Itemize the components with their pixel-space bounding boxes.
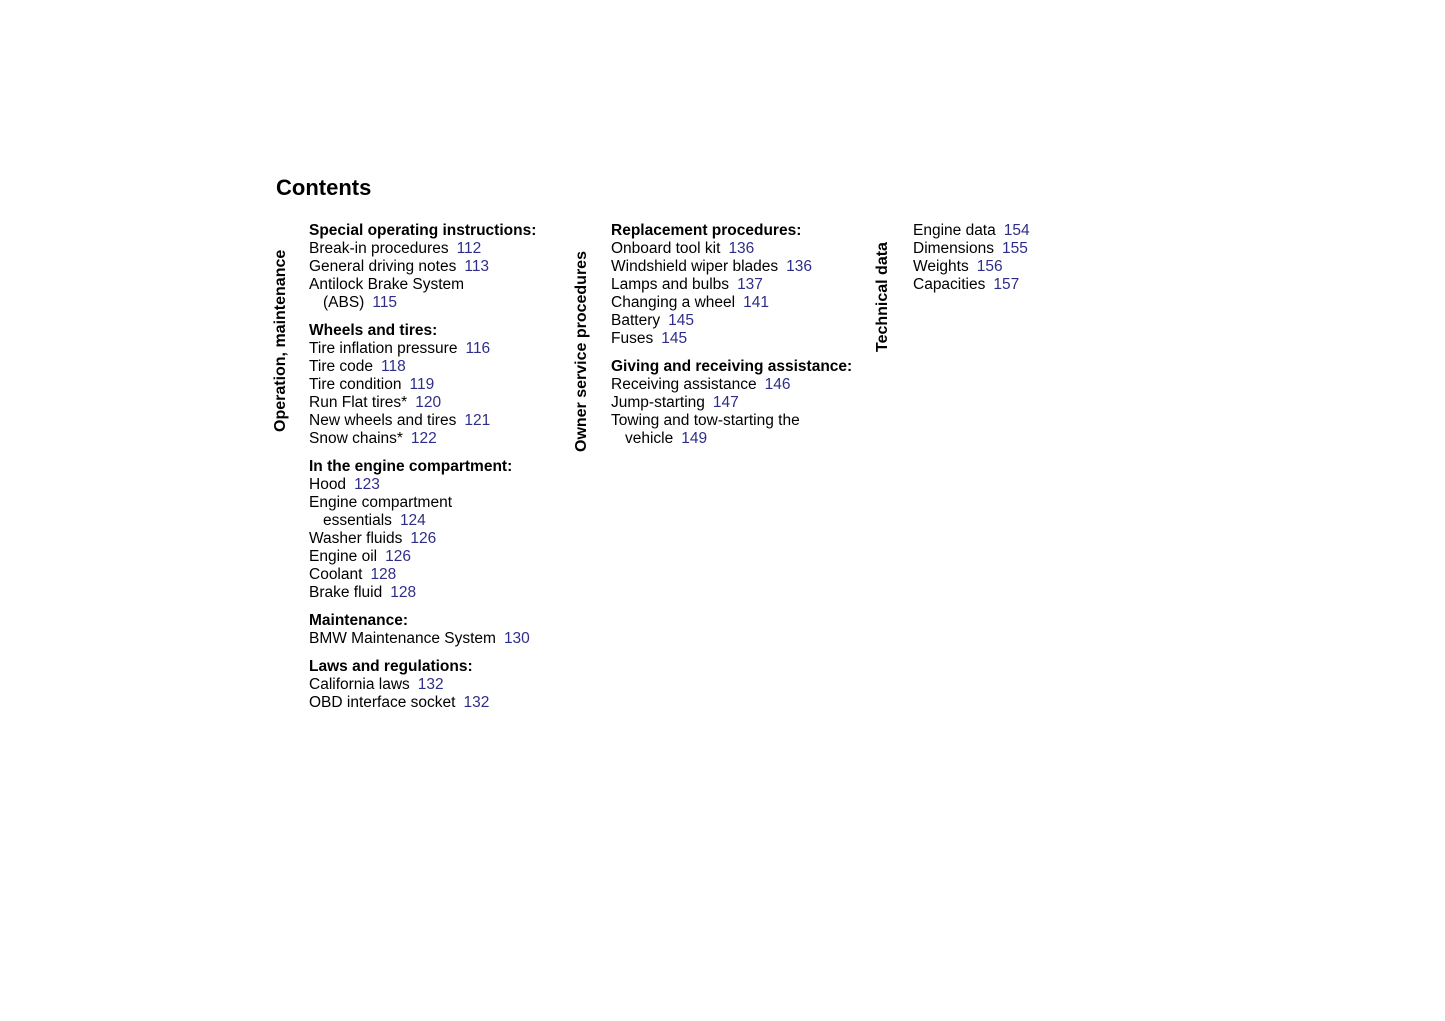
toc-entry-lamps-and-bulbs[interactable] xyxy=(611,276,852,294)
toc-entry-california-laws[interactable] xyxy=(309,676,536,694)
entry-title: Snow chains* xyxy=(309,430,403,447)
page-number-link[interactable]: 147 xyxy=(712,394,739,411)
page-number-link[interactable]: 126 xyxy=(385,548,411,565)
page-number-link[interactable]: 128 xyxy=(390,584,417,601)
toc-entry-fuses[interactable] xyxy=(611,330,852,348)
toc-entry-washer-fluids[interactable] xyxy=(309,530,536,548)
entry-title-continuation xyxy=(309,294,536,312)
entry-title: Engine data xyxy=(913,222,996,239)
entry-title: New wheels and tires xyxy=(309,412,457,429)
page-number-link[interactable]: 145 xyxy=(668,312,694,329)
toc-entry-receiving-assistance[interactable] xyxy=(611,376,852,394)
entry-title: California laws xyxy=(309,676,410,693)
toc-entry-weights[interactable] xyxy=(913,258,1030,276)
side-label-operation-maintenance: Operation, maintenance xyxy=(272,249,289,432)
toc-entry-windshield-wiper-blades[interactable] xyxy=(611,258,852,276)
side-label-owner-service-procedures: Owner service procedures xyxy=(573,251,590,452)
entry-title: Tire inflation pressure xyxy=(309,340,458,357)
section-heading: Replacement procedures: xyxy=(611,222,802,239)
section-heading: Maintenance: xyxy=(309,612,409,629)
page-number-link[interactable]: 155 xyxy=(1001,240,1028,257)
entry-title-continuation xyxy=(611,430,852,448)
entry-title: Antilock Brake System xyxy=(309,276,465,293)
entry-title: Changing a wheel xyxy=(611,294,736,311)
toc-entry-hood[interactable] xyxy=(309,476,536,494)
toc-entry-tire-inflation-pressure[interactable] xyxy=(309,340,536,358)
page-number-link[interactable]: 115 xyxy=(372,294,398,311)
toc-section xyxy=(611,358,852,448)
toc-entry-engine-data[interactable] xyxy=(913,222,1030,240)
entry-title-continuation-text: vehicle xyxy=(625,430,674,447)
toc-section xyxy=(309,222,536,312)
entry-title-continuation-text: essentials xyxy=(323,512,392,529)
page-number-link[interactable]: 116 xyxy=(465,340,491,357)
entry-title: Break-in procedures xyxy=(309,240,449,257)
page-number-link[interactable]: 112 xyxy=(456,240,482,257)
section-heading: Giving and receiving assistance: xyxy=(611,358,853,375)
entry-title: General driving notes xyxy=(309,258,457,275)
toc-entry-general-driving-notes[interactable] xyxy=(309,258,536,276)
toc-column-technical-data xyxy=(913,222,1030,304)
page-number-link[interactable]: 149 xyxy=(681,430,708,447)
toc-section xyxy=(309,658,536,712)
toc-section xyxy=(309,458,536,602)
page-number-link[interactable]: 136 xyxy=(728,240,755,257)
toc-entry-tire-code[interactable] xyxy=(309,358,536,376)
page-number-link[interactable]: 122 xyxy=(410,430,437,447)
toc-entry-break-in-procedures[interactable] xyxy=(309,240,536,258)
entry-title: Tire code xyxy=(309,358,374,375)
entry-title: Hood xyxy=(309,476,347,493)
entry-title: Windshield wiper blades xyxy=(611,258,779,275)
entry-title: Tire condition xyxy=(309,376,402,393)
section-heading: In the engine compartment: xyxy=(309,458,513,475)
section-heading: Wheels and tires: xyxy=(309,322,438,339)
toc-entry-engine-compartment-essentials[interactable] xyxy=(309,494,536,530)
toc-entry-dimensions[interactable] xyxy=(913,240,1030,258)
page-number-link[interactable]: 120 xyxy=(415,394,442,411)
entry-title: Engine oil xyxy=(309,548,378,565)
entry-title: Engine compartment xyxy=(309,494,453,511)
entry-title-continuation xyxy=(309,512,536,530)
section-heading: Special operating instructions: xyxy=(309,222,537,239)
toc-entry-jump-starting[interactable] xyxy=(611,394,852,412)
entry-title: Dimensions xyxy=(913,240,994,257)
toc-entry-battery[interactable] xyxy=(611,312,852,330)
entry-title: BMW Maintenance System xyxy=(309,630,496,647)
page-number-link[interactable]: 118 xyxy=(381,358,406,375)
page-number-link[interactable]: 130 xyxy=(503,630,530,647)
page-number-link[interactable]: 137 xyxy=(737,276,763,293)
page-number-link[interactable]: 119 xyxy=(409,376,435,393)
page-number-link[interactable]: 123 xyxy=(354,476,380,493)
page-number-link[interactable]: 121 xyxy=(464,412,491,429)
page-number-link[interactable]: 156 xyxy=(976,258,1003,275)
toc-entry-antilock-brake-system-abs[interactable] xyxy=(309,276,536,312)
page-number-link[interactable]: 145 xyxy=(661,330,688,347)
toc-column-operation-maintenance xyxy=(309,222,536,722)
toc-entry-new-wheels-and-tires[interactable] xyxy=(309,412,536,430)
toc-section xyxy=(309,322,536,448)
toc-entry-obd-interface-socket[interactable] xyxy=(309,694,536,712)
toc-entry-run-flat-tires[interactable] xyxy=(309,394,536,412)
page-number-link[interactable]: 132 xyxy=(463,694,490,711)
page-title: Contents xyxy=(276,175,372,200)
entry-title: Coolant xyxy=(309,566,363,583)
toc-section xyxy=(309,612,536,648)
page-number-link[interactable]: 124 xyxy=(399,512,426,529)
entry-title: Weights xyxy=(913,258,969,275)
page-number-link[interactable]: 141 xyxy=(743,294,769,311)
entry-title: Battery xyxy=(611,312,661,329)
toc-section xyxy=(611,222,852,348)
entry-title: Washer fluids xyxy=(309,530,403,547)
toc-entry-capacities[interactable] xyxy=(913,276,1030,294)
entry-title: Onboard tool kit xyxy=(611,240,721,257)
entry-title: Run Flat tires* xyxy=(309,394,408,411)
entry-title-continuation-text: (ABS) xyxy=(323,294,365,311)
toc-entry-bmw-maintenance-system[interactable] xyxy=(309,630,536,648)
entry-title: Jump-starting xyxy=(611,394,705,411)
page-number-link[interactable]: 154 xyxy=(1003,222,1030,239)
toc-entry-brake-fluid[interactable] xyxy=(309,584,536,602)
entry-title: OBD interface socket xyxy=(309,694,456,711)
section-heading: Laws and regulations: xyxy=(309,658,473,675)
page-number-link[interactable]: 146 xyxy=(764,376,791,393)
entry-title: Lamps and bulbs xyxy=(611,276,730,293)
toc-entry-onboard-tool-kit[interactable] xyxy=(611,240,852,258)
entry-title: Receiving assistance xyxy=(611,376,757,393)
entry-title: Fuses xyxy=(611,330,654,347)
side-label-technical-data: Technical data xyxy=(874,242,891,352)
toc-entry-changing-a-wheel[interactable] xyxy=(611,294,852,312)
page-number-link[interactable]: 157 xyxy=(993,276,1020,293)
entry-title: Capacities xyxy=(913,276,986,293)
page-number-link[interactable]: 136 xyxy=(786,258,813,275)
toc-entry-coolant[interactable] xyxy=(309,566,536,584)
page-number-link[interactable]: 128 xyxy=(370,566,397,583)
page-number-link[interactable]: 126 xyxy=(410,530,437,547)
toc-entry-tire-condition[interactable] xyxy=(309,376,536,394)
entry-title: Towing and tow-starting the xyxy=(611,412,800,429)
toc-entry-towing-and-tow-starting-the-vehicle[interactable] xyxy=(611,412,852,448)
toc-section xyxy=(913,222,1030,294)
page-number-link[interactable]: 113 xyxy=(464,258,490,275)
toc-column-owner-service-procedures xyxy=(611,222,852,458)
page-number-link[interactable]: 132 xyxy=(417,676,444,693)
entry-title: Brake fluid xyxy=(309,584,383,601)
toc-entry-snow-chains[interactable] xyxy=(309,430,536,448)
toc-entry-engine-oil[interactable] xyxy=(309,548,536,566)
